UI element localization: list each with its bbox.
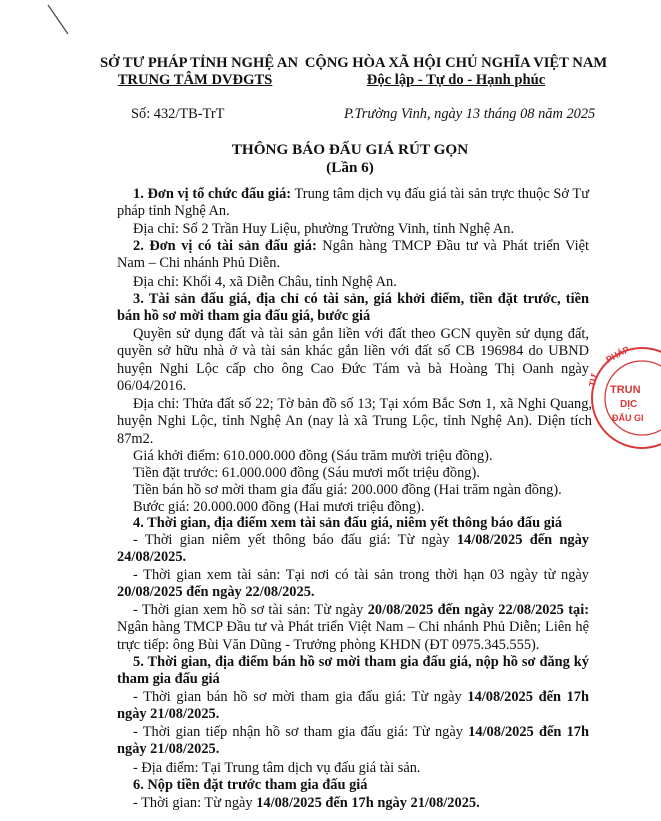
stamp-text-2: TRUN <box>610 384 641 396</box>
section-5-receiving-text: - Thời gian tiếp nhận hồ sơ tham gia đấu giá: Từ ngày <box>133 724 469 740</box>
section-4-heading: 4. Thời gian, địa điểm xem tài sản đấu giá, niêm yết thông báo đấu giá <box>133 515 563 531</box>
section-3-asset: Quyền sử dụng đất và tài sản gắn liền với đất theo GCN quyền sử dụng đất, quyền sở hữu nhà ở và tài sản khác gắn liền với đất số CB 196984 do UBND huyện Nghi Lộc cấp cho ông Cao Đức Tám và bà Hoàng Thị Oanh ngày 06/04/2016. <box>117 326 589 395</box>
deposit: Tiền đặt trước: 61.000.000 đồng (Sáu mươi mốt triệu đồng). <box>133 465 480 481</box>
section-4-posting-text: - Thời gian niêm yết thông báo đấu giá: Từ ngày <box>133 532 457 548</box>
section-4-docs-dates: 20/08/2025 đến ngày 22/08/2025 tại: <box>367 602 589 618</box>
section-2-address: Địa chỉ: Khối 4, xã Diễn Châu, tỉnh Nghệ An. <box>133 274 397 290</box>
section-3-address: Địa chỉ: Thửa đất số 22; Tờ bản đồ số 13; Tại xóm Bắc Sơn 1, xã Nghi Quang, huyện Nghi Lộc, tỉnh Nghệ An (nay là xã Trung Lộc, tỉnh Nghệ An). Diện tích 87m2. <box>117 396 592 447</box>
price-step: Bước giá: 20.000.000 đồng (Hai mươi triệu đồng). <box>133 499 425 515</box>
doc-fee: Tiền bán hồ sơ mời tham gia đấu giá: 200.000 đồng (Hai trăm ngàn đồng). <box>133 482 562 498</box>
agency-line2 <box>100 71 290 89</box>
country-name: CỘNG HÒA XÃ HỘI CHỦ NGHĨA VIỆT NAM <box>304 55 608 71</box>
section-4-posting-dates: 14/08/2025 đến ngày 24/08/2025. <box>117 532 589 566</box>
section-6-time-text: - Thời gian: Từ ngày <box>133 795 257 811</box>
stamp-text-3: DỊC <box>620 399 638 410</box>
section-4-viewing-text: - Thời gian xem tài sản: Tại nơi có tài sản trong thời hạn 03 ngày từ ngày <box>133 567 589 583</box>
section-4-posting <box>117 532 589 567</box>
agency-line2-text: TRUNG TÂM DVĐGTS <box>117 72 273 88</box>
section-5-selling-dates: 14/08/2025 đến 17h ngày 21/08/2025. <box>117 689 589 723</box>
stamp-text-4: ĐẤU GI <box>612 413 644 423</box>
section-2 <box>117 238 589 273</box>
section-5-location: - Địa điểm: Tại Trung tâm dịch vụ đấu giá tài sản. <box>133 760 421 776</box>
section-6-time-dates: 14/08/2025 đến 17h ngày 21/08/2025. <box>256 795 480 811</box>
stamp-text-5: TƯ <box>587 372 600 388</box>
doc-title: THÔNG BÁO ĐẤU GIÁ RÚT GỌN <box>231 141 469 158</box>
section-4-docs <box>117 602 589 654</box>
section-1 <box>117 186 589 221</box>
section-2-text: Ngân hàng TMCP Đầu tư và Phát triển Việt Nam – Chi nhánh Phủ Diễn. <box>117 238 589 272</box>
section-6-heading: 6. Nộp tiền đặt trước tham gia đấu giá <box>133 777 368 793</box>
section-5-heading: 5. Thời gian, địa điểm bán hồ sơ mời tham gia đấu giá, nộp hồ sơ đăng ký tham gia đấu giá <box>117 654 589 688</box>
section-5-selling <box>117 689 589 724</box>
section-1-address: Địa chỉ: Số 2 Trần Huy Liệu, phường Trường Vinh, tỉnh Nghệ An. <box>133 221 515 237</box>
doc-number: Số: 432/TB-TrT <box>131 106 225 122</box>
section-4-docs-place: Ngân hàng TMCP Đầu tư và Phát triển Việt Nam – Chi nhánh Phủ Diễn; Liên hệ trực tiếp: ông Bùi Văn Dũng - Trưởng phòng KHDN (ĐT 0975.345.555). <box>117 619 589 653</box>
section-5-receiving <box>117 724 589 759</box>
official-stamp <box>586 343 661 453</box>
agency-line1: SỞ TƯ PHÁP TỈNH NGHỆ AN <box>100 55 298 71</box>
section-5-selling-text: - Thời gian bán hồ sơ mời tham gia đấu giá: Từ ngày <box>133 689 468 705</box>
scan-edge-mark <box>0 0 80 40</box>
section-4-viewing-dates: 20/08/2025 đến ngày 22/08/2025. <box>117 584 315 601</box>
motto-text: Độc lập - Tự do - Hạnh phúc <box>366 72 546 88</box>
motto <box>298 71 614 89</box>
section-5-receiving-dates: 14/08/2025 đến 17h ngày 21/08/2025. <box>117 724 589 758</box>
stamp-text-1: PHÁP <box>604 344 632 365</box>
section-2-heading: 2. Đơn vị có tài sản đấu giá: <box>133 238 317 254</box>
start-price: Giá khởi điểm: 610.000.000 đồng (Sáu trăm mười triệu đồng). <box>133 448 493 464</box>
section-3-heading: 3. Tài sản đấu giá, địa chỉ có tài sản, giá khởi điểm, tiền đặt trước, tiền bán hồ sơ mời tham gia đấu giá, bước giá <box>117 291 589 325</box>
section-6-time <box>133 794 480 812</box>
section-1-heading: 1. Đơn vị tổ chức đấu giá: <box>133 186 292 202</box>
place-date: P.Trường Vinh, ngày 13 tháng 08 năm 2025 <box>344 106 596 122</box>
doc-subtitle: (Lần 6) <box>326 159 374 176</box>
section-1-text: Trung tâm dịch vụ đấu giá tài sản trực thuộc Sở Tư pháp tỉnh Nghệ An. <box>117 186 589 220</box>
section-4-docs-text: - Thời gian xem hồ sơ tài sản: Từ ngày <box>133 602 368 618</box>
section-4-viewing <box>117 567 589 602</box>
